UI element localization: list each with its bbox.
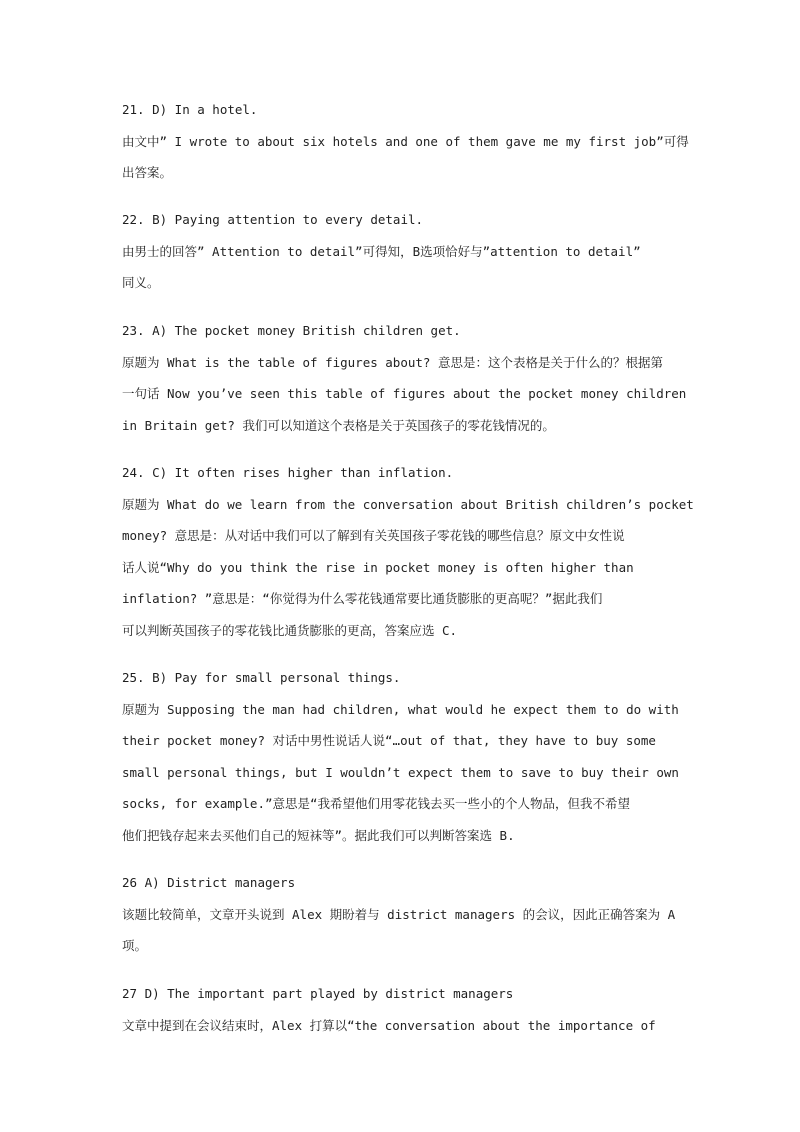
answer-line: 21. D) In a hotel. (122, 102, 258, 117)
answer-item-21 (122, 94, 690, 189)
explanation-line: 同义。 (122, 275, 160, 290)
explanation-line: money? 意思是：从对话中我们可以了解到有关英国孩子零花钱的哪些信息？原文中女性说 (122, 528, 625, 543)
answer-item-24 (122, 457, 694, 646)
answer-item-26 (122, 867, 690, 962)
answer-item-25 (122, 662, 690, 851)
explanation-line: 项。 (122, 938, 148, 953)
explanation-line: socks, for example.”意思是“我希望他们用零花钱去买一些小的个人物品，但我不希望 (122, 796, 631, 811)
answer-item-22 (122, 204, 690, 299)
answer-line: 27 D) The important part played by district managers (122, 986, 514, 1001)
answer-line: 26 A) District managers (122, 875, 296, 890)
answer-item-23 (122, 315, 690, 441)
explanation-line: 该题比较简单，文章开头说到 Alex 期盼着与 district managers 的会议，因此正确答案为 A (122, 906, 676, 922)
explanation-line: 一句话 Now you’ve seen this table of figures about the pocket money children (122, 386, 687, 401)
answer-line: 22. B) Paying attention to every detail. (122, 212, 424, 227)
explanation-line: 文章中提到在会议结束时，Alex 打算以“the conversation about the importance of (122, 1017, 656, 1033)
explanation-line: their pocket money? 对话中男性说话人说“…out of that, they have to buy some (122, 733, 656, 748)
explanation-line: inflation? ”意思是：“你觉得为什么零花钱通常要比通货膨胀的更高呢？”据此我们 (122, 591, 603, 606)
answer-line: 23. A) The pocket money British children get. (122, 323, 461, 338)
explanation-line: 由文中” I wrote to about six hotels and one of them gave me my first job”可得 (122, 133, 689, 149)
explanation-line: 原题为 What is the table of figures about? 意思是：这个表格是关于什么的？根据第 (122, 354, 663, 370)
explanation-line: 可以判断英国孩子的零花钱比通货膨胀的更高，答案应选 C. (122, 622, 458, 638)
explanation-line: 原题为 Supposing the man had children, what would he expect them to do with (122, 701, 679, 717)
answer-item-27 (122, 978, 690, 1041)
answer-line: 25. B) Pay for small personal things. (122, 670, 401, 685)
explanation-line: 出答案。 (122, 165, 173, 180)
explanation-line: 话人说“Why do you think the rise in pocket money is often higher than (122, 559, 634, 575)
explanation-line: 他们把钱存起来去买他们自己的短袜等”。据此我们可以判断答案选 B. (122, 827, 515, 843)
explanation-line: in Britain get? 我们可以知道这个表格是关于英国孩子的零花钱情况的。 (122, 417, 555, 433)
explanation-line: 原题为 What do we learn from the conversation about British children’s pocket (122, 496, 694, 512)
explanation-line: 由男士的回答” Attention to detail”可得知，B选项恰好与”attention to detail” (122, 243, 641, 259)
answer-line: 24. C) It often rises higher than inflation. (122, 465, 454, 480)
explanation-line: small personal things, but I wouldn’t expect them to save to buy their own (122, 764, 679, 780)
